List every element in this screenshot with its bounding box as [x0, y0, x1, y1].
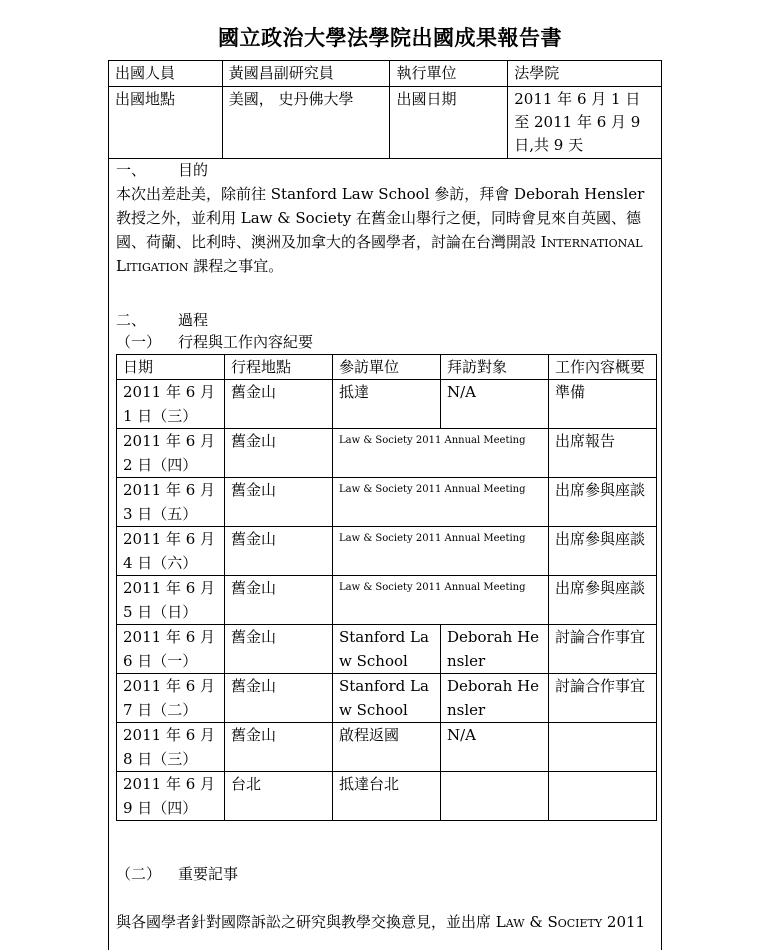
location-label: 出國地點 [109, 87, 223, 159]
report-title: 國立政治大學法學院出國成果報告書 [218, 26, 562, 50]
subsection1-number: （一） [116, 333, 162, 351]
row-unit: Law & Society 2011 Annual Meeting [333, 576, 549, 625]
row-target [441, 772, 549, 821]
row-place: 舊金山 [225, 576, 333, 625]
table-row [117, 576, 657, 625]
table-row [117, 527, 657, 576]
row-target: N/A [441, 380, 549, 429]
row-date: 2011 年 6 月 5 日（日） [117, 576, 225, 625]
notes-text: 與各國學者針對國際訴訟之研究與教學交換意見，並出席 [116, 913, 492, 931]
unit-label: 執行單位 [390, 61, 508, 87]
row-place: 舊金山 [225, 527, 333, 576]
row-unit: 啟程返國 [333, 723, 441, 772]
section1-title: 目的 [178, 161, 209, 179]
purpose-text-end: 課程之事宜。 [193, 257, 284, 275]
purpose-paragraph [116, 182, 656, 278]
row-unit: Stanford Law School [333, 674, 441, 723]
row-unit: 抵達 [333, 380, 441, 429]
row-place: 舊金山 [225, 674, 333, 723]
row-work: 討論合作事宜 [549, 625, 657, 674]
header-date: 日期 [117, 355, 225, 380]
info-table [108, 60, 662, 159]
row-date: 2011 年 6 月 2 日（四） [117, 429, 225, 478]
table-row [117, 478, 657, 527]
row-work [549, 772, 657, 821]
section1-heading [116, 158, 208, 182]
row-work: 準備 [549, 380, 657, 429]
row-unit: Law & Society 2011 Annual Meeting [333, 429, 549, 478]
important-notes-text [116, 910, 656, 934]
info-row-location [109, 87, 662, 159]
header-target: 拜訪對象 [441, 355, 549, 380]
table-row [117, 674, 657, 723]
location-value: 美國， 史丹佛大學 [222, 87, 390, 159]
info-row-personnel [109, 61, 662, 87]
schedule-table [116, 354, 657, 821]
header-unit: 參訪單位 [333, 355, 441, 380]
row-date: 2011 年 6 月 3 日（五） [117, 478, 225, 527]
purpose-course-name: International Litigation [116, 233, 643, 275]
row-place: 舊金山 [225, 380, 333, 429]
section1-number: 一、 [116, 161, 147, 179]
row-place: 舊金山 [225, 429, 333, 478]
personnel-label: 出國人員 [109, 61, 223, 87]
row-unit: 抵達台北 [333, 772, 441, 821]
row-unit: Law & Society 2011 Annual Meeting [333, 527, 549, 576]
row-work: 出席報告 [549, 429, 657, 478]
purpose-text: 本次出差赴美，除前往 Stanford Law School 參訪，拜會 Deborah Hensler 教授之外，並利用 Law & Society 在舊金山舉行之便，同時會見來自英國、德國、荷蘭、比利時、澳洲及加拿大的各國學者，討論在台灣開設 [116, 185, 645, 251]
table-row [117, 625, 657, 674]
table-row [117, 429, 657, 478]
row-place: 舊金山 [225, 478, 333, 527]
row-target: Deborah Hensler [441, 674, 549, 723]
row-unit: Stanford Law School [333, 625, 441, 674]
table-row [117, 380, 657, 429]
header-work: 工作內容概要 [549, 355, 657, 380]
section2-heading [116, 308, 208, 332]
row-work [549, 723, 657, 772]
row-work: 討論合作事宜 [549, 674, 657, 723]
row-work: 出席參與座談 [549, 576, 657, 625]
unit-value: 法學院 [508, 61, 662, 87]
row-work: 出席參與座談 [549, 527, 657, 576]
personnel-value: 黃國昌副研究員 [222, 61, 390, 87]
subsection2-title: 重要記事 [178, 865, 239, 883]
subsection2-number: （二） [116, 865, 162, 883]
subsection1-heading [116, 330, 313, 354]
table-row [117, 723, 657, 772]
row-date: 2011 年 6 月 7 日（二） [117, 674, 225, 723]
row-target: Deborah Hensler [441, 625, 549, 674]
row-date: 2011 年 6 月 8 日（三） [117, 723, 225, 772]
subsection1-title: 行程與工作內容紀要 [178, 333, 314, 351]
row-date: 2011 年 6 月 4 日（六） [117, 527, 225, 576]
row-date: 2011 年 6 月 1 日（三） [117, 380, 225, 429]
row-date: 2011 年 6 月 9 日（四） [117, 772, 225, 821]
row-place: 舊金山 [225, 625, 333, 674]
row-work: 出席參與座談 [549, 478, 657, 527]
date-label: 出國日期 [390, 87, 508, 159]
section2-title: 過程 [178, 311, 209, 329]
row-date: 2011 年 6 月 6 日（一） [117, 625, 225, 674]
subsection2-heading [116, 862, 238, 886]
section2-number: 二、 [116, 311, 147, 329]
row-place: 台北 [225, 772, 333, 821]
row-unit: Law & Society 2011 Annual Meeting [333, 478, 549, 527]
notes-event-name: Law & Society 2011 [495, 913, 646, 931]
table-row [117, 772, 657, 821]
date-value: 2011 年 6 月 1 日至 2011 年 6 月 9 日,共 9 天 [508, 87, 662, 159]
row-place: 舊金山 [225, 723, 333, 772]
header-place: 行程地點 [225, 355, 333, 380]
row-target: N/A [441, 723, 549, 772]
schedule-header-row [117, 355, 657, 380]
